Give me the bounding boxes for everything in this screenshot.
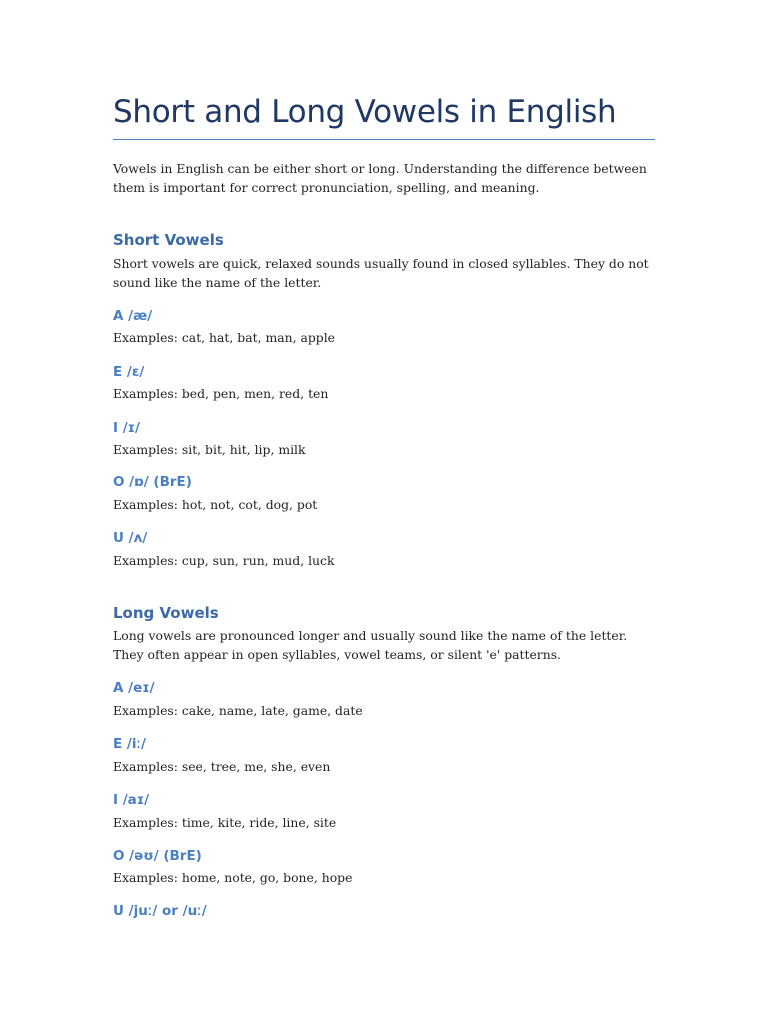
title-underline (113, 139, 655, 140)
long-vowel-i-heading: I /aɪ/ (113, 792, 150, 808)
long-vowels-description: Long vowels are pronounced longer and usually sound like the name of the letter. They often appear in open syllables, vowel teams, or silent 'e' patterns. (113, 628, 628, 662)
long-vowel-e-examples: Examples: see, tree, me, she, even (113, 759, 331, 774)
long-vowel-u-heading: U /juː/ or /uː/ (113, 903, 207, 919)
short-vowel-e-examples: Examples: bed, pen, men, red, ten (113, 386, 329, 401)
long-vowels-heading: Long Vowels (113, 604, 219, 622)
short-vowels-heading: Short Vowels (113, 231, 224, 249)
short-vowel-o-examples: Examples: hot, not, cot, dog, pot (113, 497, 318, 512)
long-vowel-o-heading: O /əʊ/ (BrE) (113, 848, 202, 864)
intro-paragraph: Vowels in English can be either short or long. Understanding the difference between them is important for correct pronunciation, spelling, and meaning. (113, 161, 647, 195)
long-vowel-e-heading: E /iː/ (113, 736, 146, 752)
short-vowel-u-examples: Examples: cup, sun, run, mud, luck (113, 553, 335, 568)
short-vowel-o-heading: O /ɒ/ (BrE) (113, 474, 192, 490)
short-vowels-description: Short vowels are quick, relaxed sounds usually found in closed syllables. They do not sound like the name of the letter. (113, 256, 649, 290)
short-vowel-u-heading: U /ʌ/ (113, 530, 148, 546)
long-vowel-i-examples: Examples: time, kite, ride, line, site (113, 815, 337, 830)
short-vowel-e-heading: E /ɛ/ (113, 364, 145, 380)
long-vowel-a-examples: Examples: cake, name, late, game, date (113, 703, 363, 718)
long-vowel-a-heading: A /eɪ/ (113, 680, 155, 696)
long-vowel-o-examples: Examples: home, note, go, bone, hope (113, 870, 353, 885)
short-vowel-i-heading: I /ɪ/ (113, 420, 140, 436)
short-vowel-a-examples: Examples: cat, hat, bat, man, apple (113, 330, 335, 345)
short-vowel-a-heading: A /æ/ (113, 308, 153, 324)
short-vowel-i-examples: Examples: sit, bit, hit, lip, milk (113, 442, 306, 457)
page-title: Short and Long Vowels in English (113, 94, 617, 130)
